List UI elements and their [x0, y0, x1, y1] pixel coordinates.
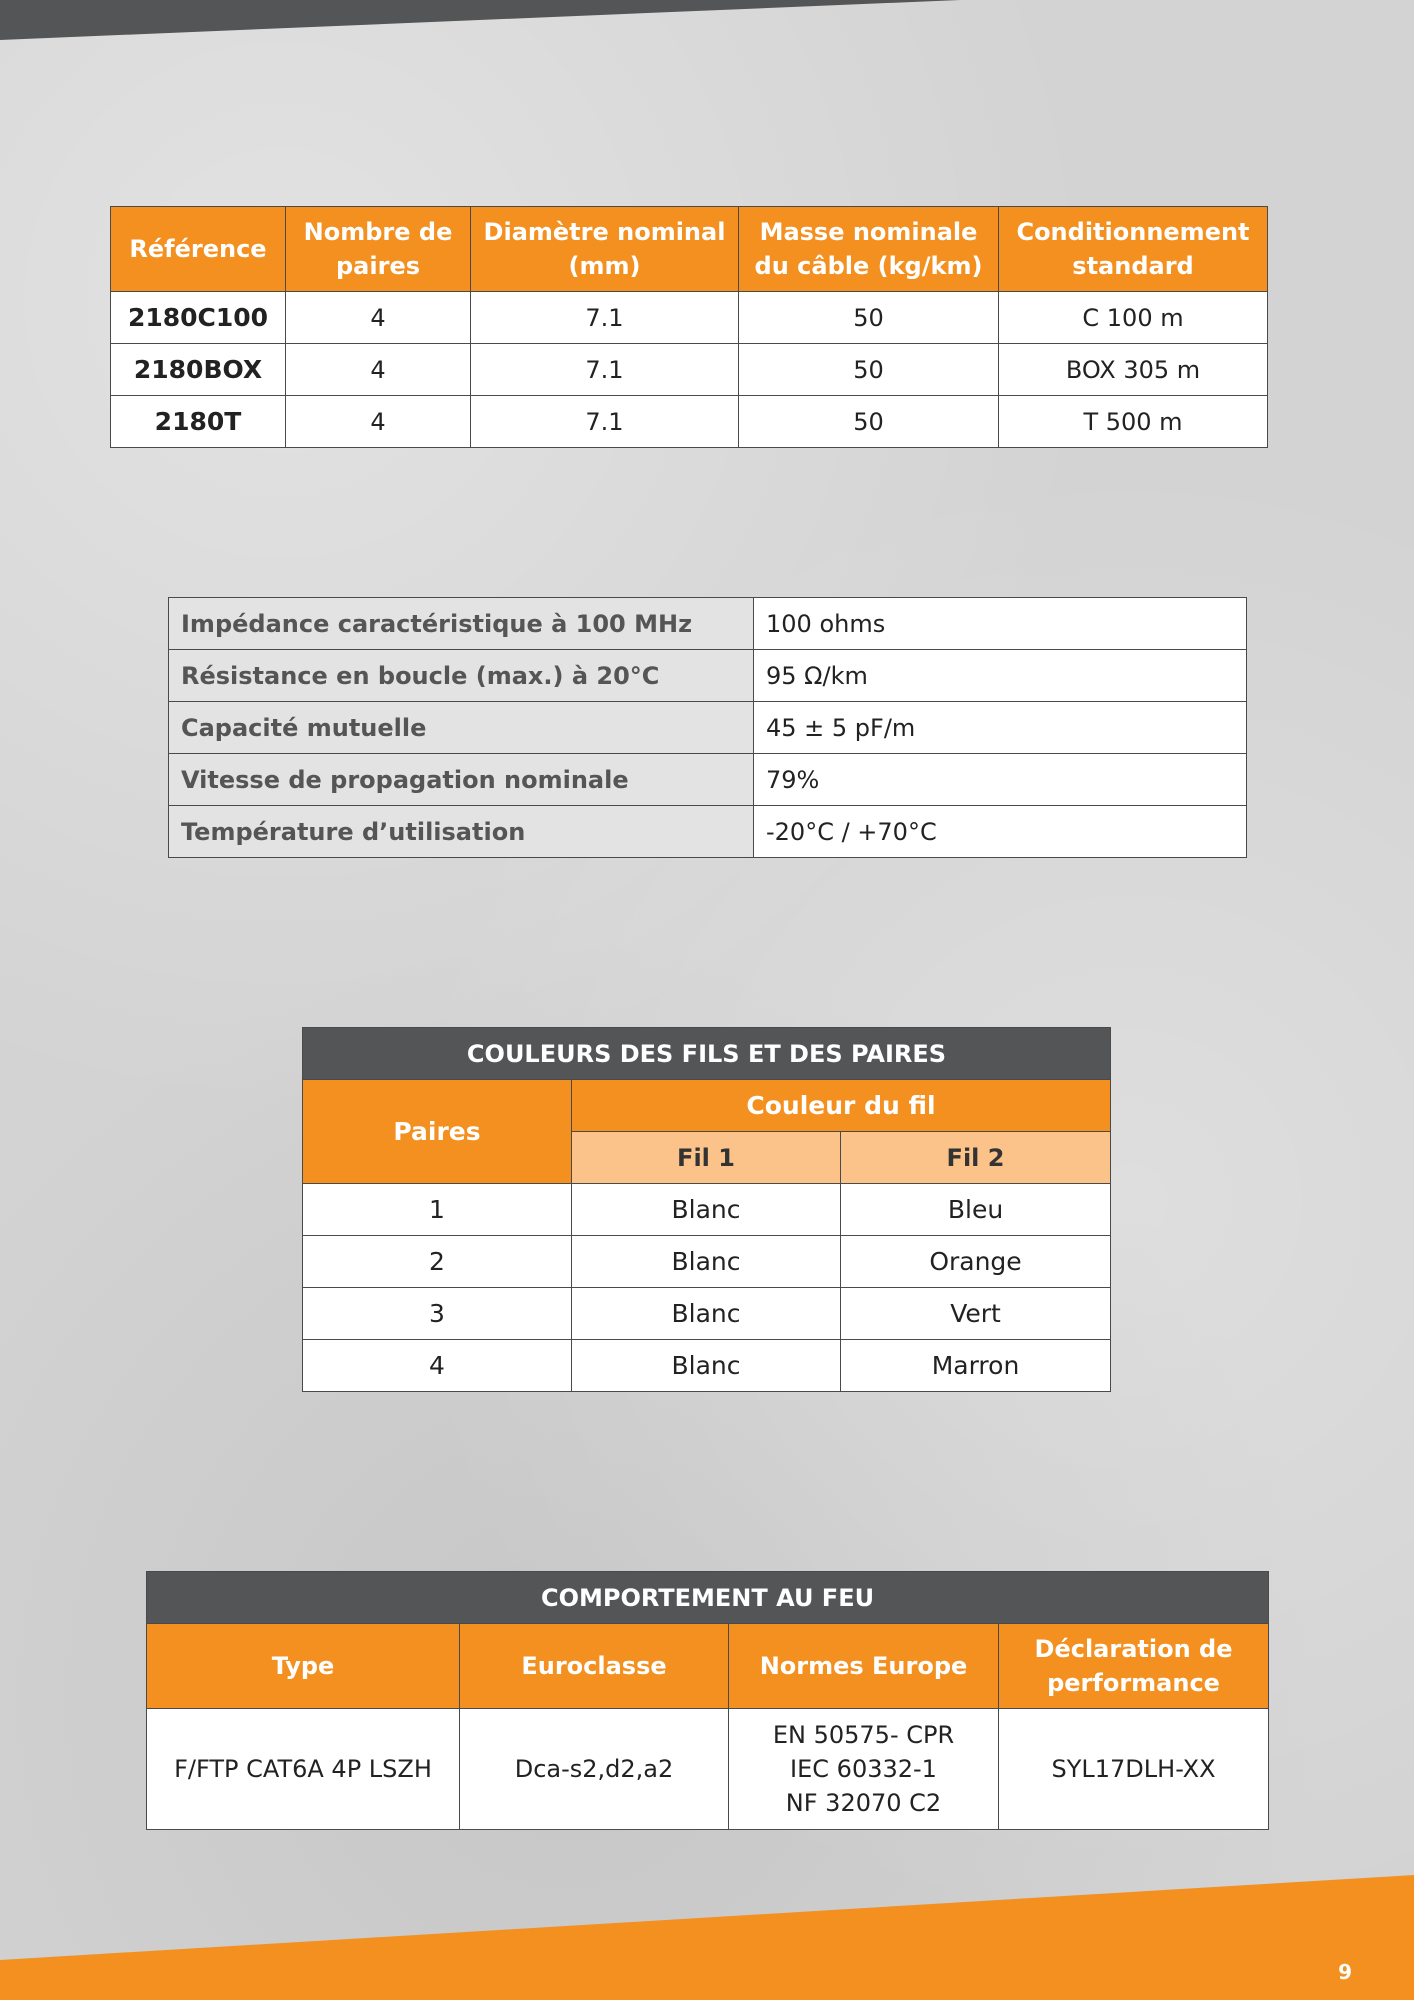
cell-fil-2: Orange: [841, 1236, 1111, 1288]
cell-reference: 2180C100: [111, 292, 286, 344]
table-row: [111, 396, 1268, 448]
table-row: [169, 702, 1247, 754]
cell-fil-1: Blanc: [572, 1184, 841, 1236]
table-row: [303, 1236, 1111, 1288]
page-number: 9: [1338, 1960, 1352, 1984]
cell-fil-2: Marron: [841, 1340, 1111, 1392]
spec-value: -20°C / +70°C: [754, 806, 1247, 858]
cell-euroclass: Dca-s2,d2,a2: [460, 1709, 729, 1830]
spec-value: 79%: [754, 754, 1247, 806]
header-euroclass: Euroclasse: [460, 1624, 729, 1709]
bottom-orange-band: [0, 1875, 1414, 2000]
table-row: [303, 1288, 1111, 1340]
color-header-row: [303, 1080, 1111, 1132]
table-row: [303, 1340, 1111, 1392]
cell-diameter: 7.1: [471, 344, 739, 396]
reference-table: [110, 206, 1268, 448]
spec-table: [168, 597, 1247, 858]
spec-label: Vitesse de propagation nominale: [169, 754, 754, 806]
fire-title-row: [147, 1572, 1269, 1624]
table-row: [169, 754, 1247, 806]
header-nominal-diameter: Diamètre nominal (mm): [471, 207, 739, 292]
table-row: [111, 344, 1268, 396]
cell-mass: 50: [739, 292, 999, 344]
cell-pair-number: 4: [303, 1340, 572, 1392]
fire-behaviour-title: COMPORTEMENT AU FEU: [147, 1572, 1269, 1624]
table-row: [111, 292, 1268, 344]
table-row: [169, 806, 1247, 858]
cell-fil-2: Vert: [841, 1288, 1111, 1340]
header-european-standards: Normes Europe: [729, 1624, 999, 1709]
spec-value: 95 Ω/km: [754, 650, 1247, 702]
cell-pair-number: 3: [303, 1288, 572, 1340]
cell-packaging: BOX 305 m: [999, 344, 1268, 396]
cell-pair-number: 2: [303, 1236, 572, 1288]
spec-label: Résistance en boucle (max.) à 20°C: [169, 650, 754, 702]
header-fil-1: Fil 1: [572, 1132, 841, 1184]
cell-fil-1: Blanc: [572, 1236, 841, 1288]
cell-fil-2: Bleu: [841, 1184, 1111, 1236]
cell-standards: EN 50575- CPR IEC 60332-1 NF 32070 C2: [729, 1709, 999, 1830]
cell-fil-1: Blanc: [572, 1288, 841, 1340]
header-pairs: Paires: [303, 1080, 572, 1184]
table-row: [303, 1184, 1111, 1236]
cell-pair-number: 1: [303, 1184, 572, 1236]
cell-pairs: 4: [286, 344, 471, 396]
cell-diameter: 7.1: [471, 292, 739, 344]
spec-label: Capacité mutuelle: [169, 702, 754, 754]
wire-color-table: [302, 1027, 1111, 1392]
cell-reference: 2180T: [111, 396, 286, 448]
header-pair-count: Nombre de paires: [286, 207, 471, 292]
table-row: [169, 598, 1247, 650]
header-type: Type: [147, 1624, 460, 1709]
header-performance-declaration: Déclaration de performance: [999, 1624, 1269, 1709]
table-row: [147, 1709, 1269, 1830]
cell-diameter: 7.1: [471, 396, 739, 448]
spec-label: Température d’utilisation: [169, 806, 754, 858]
top-dark-band: [0, 0, 1414, 42]
spec-value: 100 ohms: [754, 598, 1247, 650]
cell-pairs: 4: [286, 292, 471, 344]
header-nominal-mass: Masse nominale du câble (kg/km): [739, 207, 999, 292]
cell-reference: 2180BOX: [111, 344, 286, 396]
fire-behaviour-table: [146, 1571, 1269, 1830]
cell-type: F/FTP CAT6A 4P LSZH: [147, 1709, 460, 1830]
cell-declaration: SYL17DLH-XX: [999, 1709, 1269, 1830]
wire-color-title: COULEURS DES FILS ET DES PAIRES: [303, 1028, 1111, 1080]
header-packaging: Conditionnement standard: [999, 207, 1268, 292]
table-row: [169, 650, 1247, 702]
header-fil-2: Fil 2: [841, 1132, 1111, 1184]
cell-packaging: C 100 m: [999, 292, 1268, 344]
cell-fil-1: Blanc: [572, 1340, 841, 1392]
reference-header-row: [111, 207, 1268, 292]
header-wire-color: Couleur du fil: [572, 1080, 1111, 1132]
cell-mass: 50: [739, 344, 999, 396]
header-reference: Référence: [111, 207, 286, 292]
spec-label: Impédance caractéristique à 100 MHz: [169, 598, 754, 650]
cell-mass: 50: [739, 396, 999, 448]
cell-pairs: 4: [286, 396, 471, 448]
spec-value: 45 ± 5 pF/m: [754, 702, 1247, 754]
color-title-row: [303, 1028, 1111, 1080]
fire-header-row: [147, 1624, 1269, 1709]
cell-packaging: T 500 m: [999, 396, 1268, 448]
